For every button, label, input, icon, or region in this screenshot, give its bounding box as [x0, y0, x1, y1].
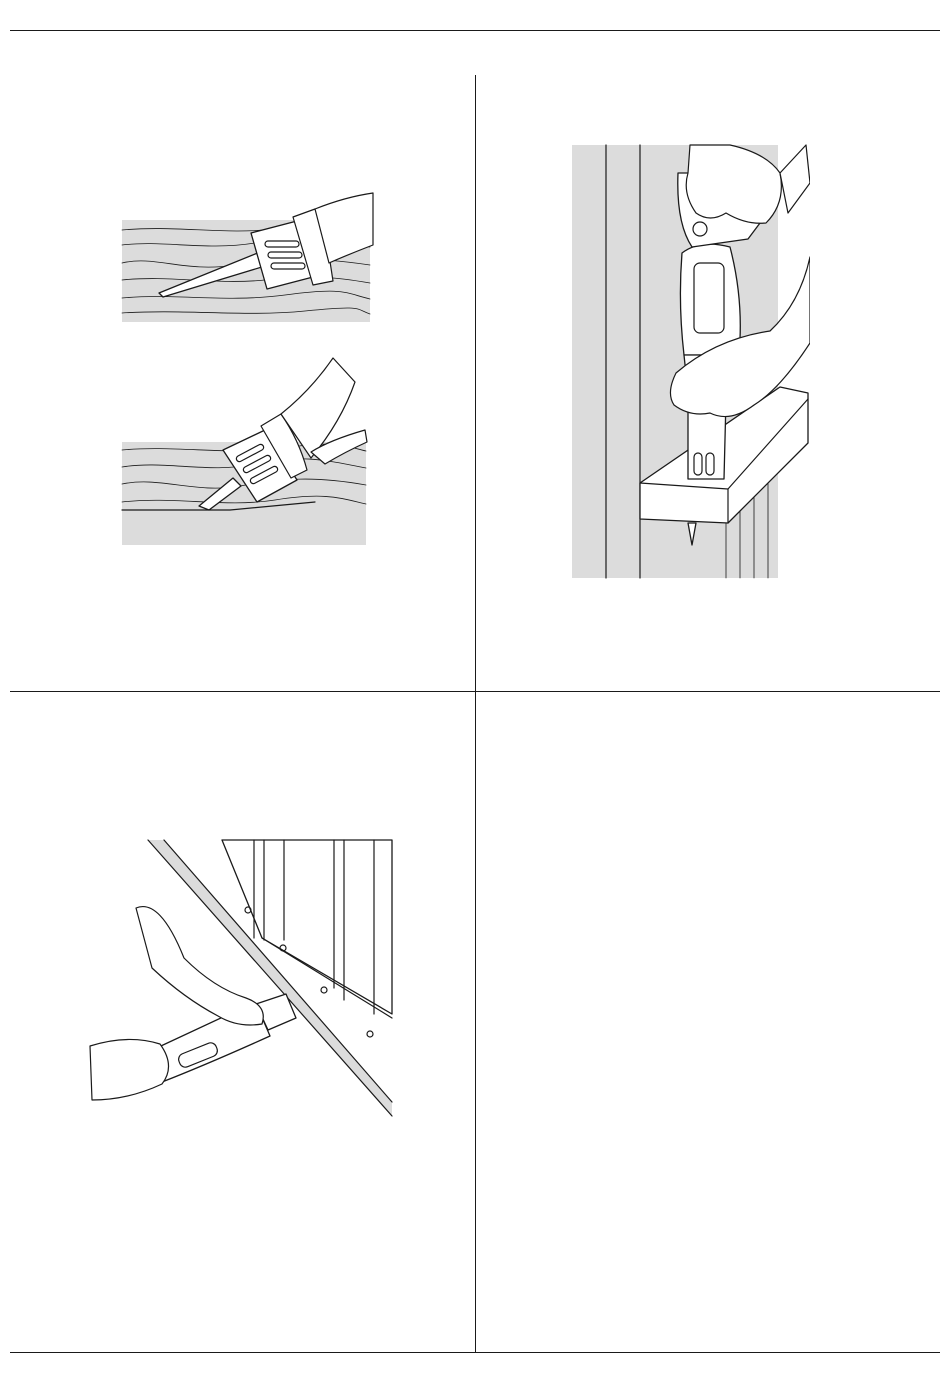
figure-flush-cut-at-floor [88, 838, 393, 1118]
bottom-rule [10, 1352, 940, 1353]
upper-arm [780, 145, 810, 213]
top-rule [10, 30, 940, 31]
center-vertical-rule [475, 75, 476, 1352]
figure-plunge-cut-board [115, 352, 375, 550]
figure-saw-entering-board [115, 185, 380, 327]
reciprocating-saw-body [680, 244, 740, 355]
lower-hand-arm [90, 1039, 169, 1100]
upper-hand-arm [136, 907, 263, 1025]
bottom-plate [222, 840, 392, 1014]
figure-cutting-board-against-wall [570, 143, 810, 580]
